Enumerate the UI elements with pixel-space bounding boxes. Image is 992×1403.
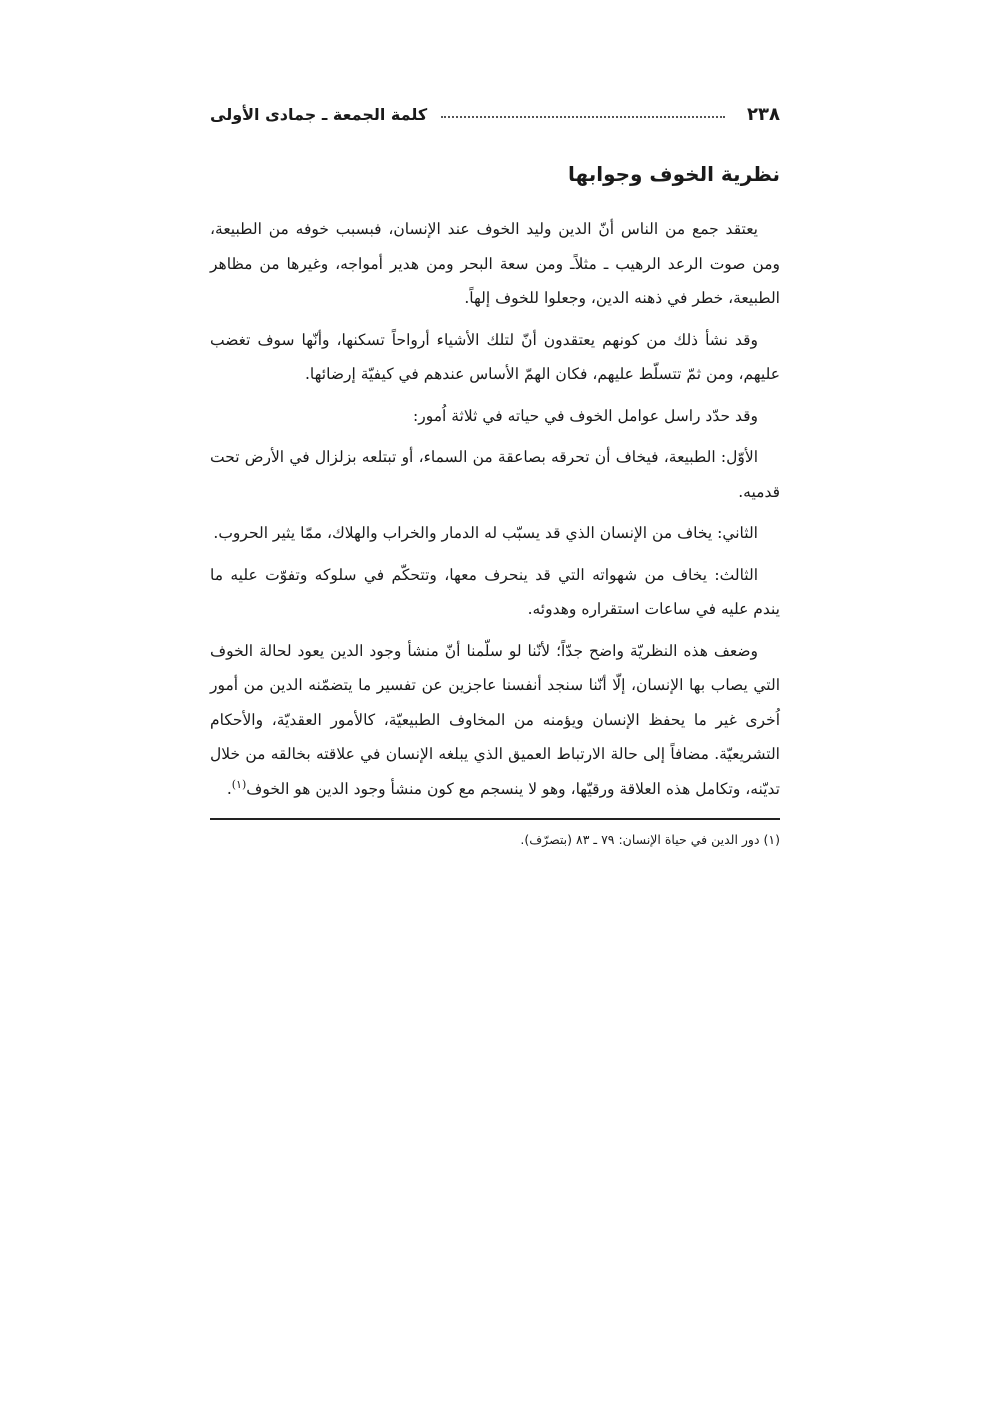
paragraph-with-footnote <box>210 634 780 807</box>
footnote-divider <box>210 818 780 820</box>
paragraph: الثالث: يخاف من شهواته التي قد ينحرف معها، وتتحكّم في سلوكه وتفوّت عليه ما يندم عليه في ساعات استقراره وهدوئه. <box>210 565 780 618</box>
paragraph: وقد نشأ ذلك من كونهم يعتقدون أنّ لتلك الأشياء أرواحاً تسكنها، وأنّها سوف تغضب عليهم، ومن ثمّ تتسلّط عليهم، فكان الهمّ الأساس عندهم في كيفيّة إرضائها. <box>210 330 780 383</box>
closing-period: . <box>226 779 232 798</box>
footnote-reference[interactable]: (١) <box>231 777 247 791</box>
page-number: ٢٣٨ <box>747 103 780 125</box>
paragraph: وقد حدّد راسل عوامل الخوف في حياته في ثلاثة اُمور: <box>413 406 758 425</box>
footnote: (١) دور الدين في حياة الإنسان: ٧٩ ـ ٨٣ (بتصرّف). <box>520 832 780 847</box>
section-title: نظرية الخوف وجوابها <box>567 162 780 186</box>
paragraph: يعتقد جمع من الناس أنّ الدين وليد الخوف عند الإنسان، فبسبب خوفه من الطبيعة، ومن صوت الرعد الرهيب ـ مثلاًـ ومن سعة البحر ومن هدير أمواجه، وغيرها من مظاهر الطبيعة، خطر في ذهنه الدين، وجعلوا للخوف إلهاً. <box>210 220 780 307</box>
body-text <box>210 212 780 806</box>
paragraph-text: وضعف هذه النظريّة واضح جدّاً؛ لأنّنا لو سلّمنا أنّ منشأ وجود الدين يعود لحالة الخوف التي يصاب بها الإنسان، إلّا أنّنا سنجد أنفسنا عاجزين عن تفسير ما يتضمّنه الدين من أمور اُخرى غير ما يحفظ الإنسان ويؤمنه من المخاوف الطبيعيّة، كالأمور العقديّة، والأحكام التشريعيّة. مضافاً إلى حالة الارتباط العميق الذي يبلغه الإنسان في علاقته بخالقه من خلال تديّنه، وتكامل هذه العلاقة ورقيّها، وهو لا ينسجم مع كون منشأ وجود الدين هو الخوف <box>210 641 780 798</box>
running-header <box>210 96 780 132</box>
paragraph: الأوّل: الطبيعة، فيخاف أن تحرقه بصاعقة من السماء، أو تبتلعه بزلزال في الأرض تحت قدميه. <box>210 448 780 501</box>
header-dotted-leader <box>441 116 725 118</box>
running-title: كلمة الجمعة ـ جمادى الأولى <box>210 104 428 124</box>
book-page <box>210 96 780 852</box>
paragraph: الثاني: يخاف من الإنسان الذي قد يسبّب له الدمار والخراب والهلاك، ممّا يثير الحروب. <box>213 524 758 542</box>
